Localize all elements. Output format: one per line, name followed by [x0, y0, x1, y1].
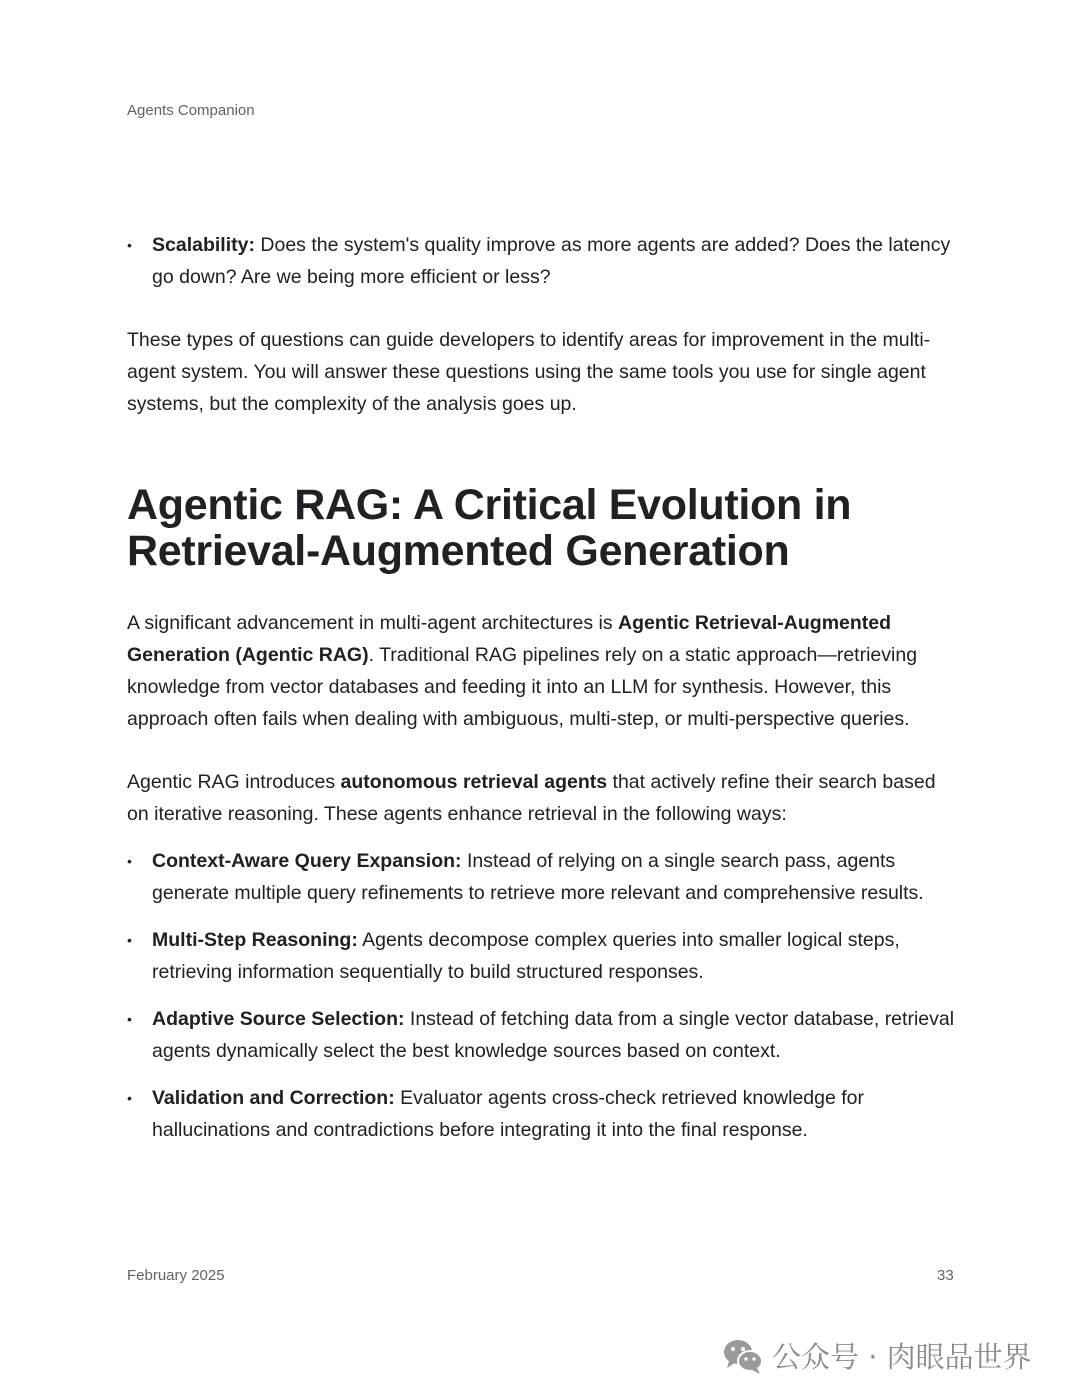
paragraph-retrieval-agents — [127, 766, 957, 830]
section-title: Agentic RAG: A Critical Evolution in Retrieval-Augmented Generation — [127, 481, 852, 575]
bullet-glyph: • — [127, 853, 132, 869]
bullet-glyph: • — [127, 237, 132, 253]
paragraph-text: . Traditional RAG pipelines rely on a static approach—retrieving knowledge from vector databases and feeding it into an LLM for synthesis. However, this approach often fails when dealing with ambiguous, multi-step, or multi-perspective queries. — [127, 644, 918, 730]
top-bullet-list — [127, 229, 957, 293]
watermark-text: 公众号 · 肉眼品世界 — [772, 1340, 1032, 1374]
bullet-term: Validation and Correction: — [152, 1087, 395, 1109]
list-item — [127, 229, 957, 293]
bullet-glyph: • — [127, 1090, 132, 1106]
paragraph-text: Agentic RAG introduces — [127, 771, 341, 793]
bullet-text: Agents decompose complex queries into smaller logical steps, retrieving information sequentially to build structured responses. — [152, 929, 900, 983]
list-item — [127, 845, 967, 909]
bullet-term: Context-Aware Query Expansion: — [152, 850, 462, 872]
paragraph-agentic-rag — [127, 607, 957, 735]
bullet-glyph: • — [127, 932, 132, 948]
paragraph-bold: autonomous retrieval agents — [340, 771, 608, 793]
bullet-text: Evaluator agents cross-check retrieved knowledge for hallucinations and contradictions before integrating it into the final response. — [152, 1087, 865, 1141]
watermark — [722, 1335, 1032, 1376]
page-number: 33 — [937, 1267, 954, 1284]
bullet-term: Adaptive Source Selection: — [152, 1008, 405, 1030]
paragraph-text: that actively refine their search based on iterative reasoning. These agents enhance retrieval in the following ways: — [127, 771, 936, 825]
rag-bullet-list — [127, 845, 967, 1161]
footer-date: February 2025 — [127, 1267, 225, 1284]
list-item — [127, 1082, 967, 1146]
paragraph-bold: Agentic Retrieval-Augmented Generation (Agentic RAG) — [127, 612, 892, 666]
intro-paragraph: These types of questions can guide developers to identify areas for improvement in the multi-agent system. You will answer these questions using the same tools you use for single agent systems, but the complexity of the analysis goes up. — [127, 329, 931, 415]
bullet-glyph: • — [127, 1011, 132, 1027]
bullet-text: Does the system's quality improve as more agents are added? Does the latency go down? Are we being more efficient or less? — [152, 234, 951, 288]
bullet-text: Instead of relying on a single search pass, agents generate multiple query refinements to retrieve more relevant and comprehensive results. — [152, 850, 924, 904]
running-header: Agents Companion — [127, 102, 255, 119]
list-item — [127, 924, 967, 988]
bullet-term: Scalability: — [152, 234, 255, 256]
paragraph-text: A significant advancement in multi-agent architectures is — [127, 612, 618, 634]
list-item — [127, 1003, 967, 1067]
bullet-text: Instead of fetching data from a single vector database, retrieval agents dynamically select the best knowledge sources based on context. — [152, 1008, 955, 1062]
wechat-icon — [722, 1336, 764, 1376]
bullet-term: Multi-Step Reasoning: — [152, 929, 358, 951]
